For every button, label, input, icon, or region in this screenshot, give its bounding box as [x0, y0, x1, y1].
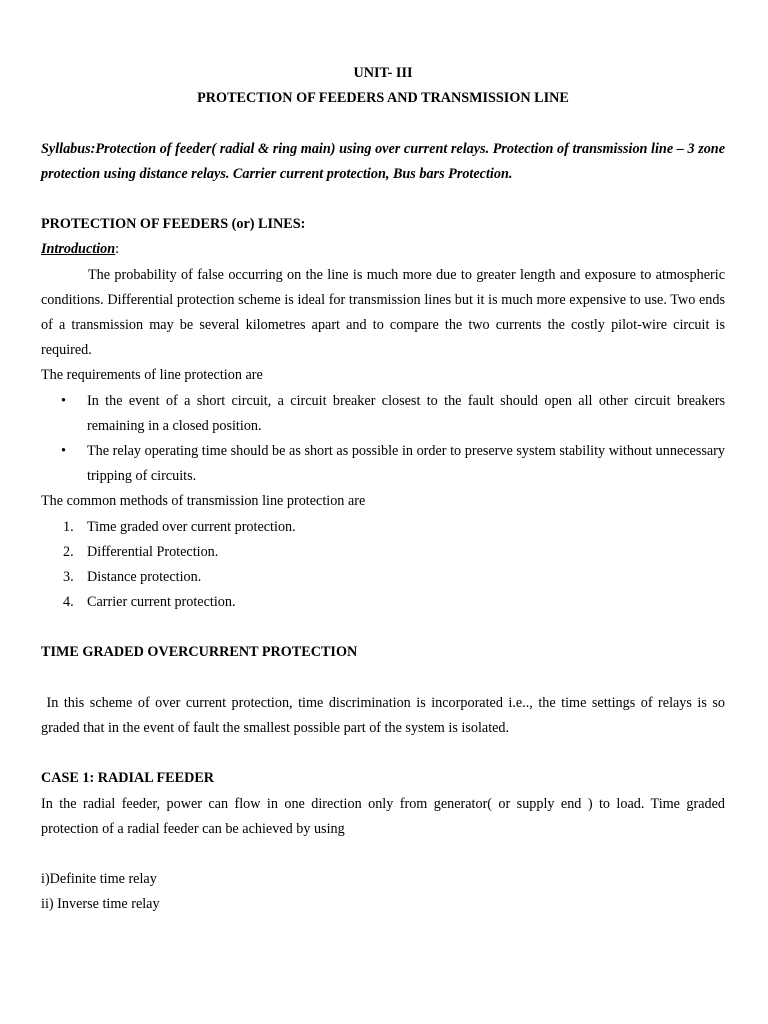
list-number: 1. — [63, 518, 74, 535]
section-heading-time-graded: TIME GRADED OVERCURRENT PROTECTION — [41, 644, 358, 661]
method-text: Carrier current protection. — [87, 594, 236, 611]
bullet-icon: • — [61, 392, 66, 409]
list-item — [41, 439, 725, 489]
document-body — [41, 61, 729, 918]
introduction-paragraph: The probability of false occurring on the line is much more due to greater length and exposure to atmospheric conditions. Differential protection scheme is ideal for transmission lines but it is much more expensive to use. Two ends of a transmission may be several kilometres apart and to compare the two currents the costly pilot-wire circuit is required. — [41, 266, 725, 359]
list-number: 3. — [63, 568, 74, 585]
relay-type-definite: i)Definite time relay — [41, 871, 157, 888]
requirement-text: In the event of a short circuit, a circuit breaker closest to the fault should open all other circuit breakers remaining in a closed position. — [87, 392, 725, 434]
list-item — [41, 540, 725, 565]
method-text: Differential Protection. — [87, 543, 219, 560]
list-number: 4. — [63, 594, 74, 611]
requirements-list — [41, 389, 725, 490]
bullet-icon: • — [61, 442, 66, 459]
section-heading-feeders: PROTECTION OF FEEDERS (or) LINES: — [41, 216, 306, 233]
methods-lead: The common methods of transmission line protection are — [41, 493, 366, 510]
requirements-lead: The requirements of line protection are — [41, 367, 263, 384]
requirement-text: The relay operating time should be as short as possible in order to preserve system stability without unnecessary tripping of circuits. — [87, 442, 725, 485]
list-item — [41, 590, 725, 615]
time-graded-paragraph: In this scheme of over current protection, time discrimination is incorporated i.e.., the time settings of relays is so graded that in the event of fault the smallest possible part of the system is isolated. — [41, 694, 729, 737]
syllabus-paragraph: Syllabus:Protection of feeder( radial & ring main) using over current relays. Protection of transmission line – 3 zone protection using distance relays. Carrier current protection, Bus bars Protection. — [41, 140, 725, 182]
relay-type-inverse: ii) Inverse time relay — [41, 896, 160, 913]
introduction-label: Introduction — [41, 241, 116, 258]
list-item — [41, 565, 725, 590]
method-text: Distance protection. — [87, 568, 202, 585]
document-title: PROTECTION OF FEEDERS AND TRANSMISSION LINE — [197, 90, 569, 107]
case1-heading: CASE 1: RADIAL FEEDER — [41, 770, 215, 787]
methods-list — [41, 515, 725, 616]
unit-heading: UNIT- III — [353, 65, 413, 81]
list-item — [41, 515, 725, 540]
introduction-heading — [41, 237, 725, 262]
introduction-colon: : — [115, 241, 120, 258]
list-number: 2. — [63, 543, 74, 560]
method-text: Time graded over current protection. — [87, 518, 296, 535]
list-item — [41, 389, 725, 439]
case1-paragraph: In the radial feeder, power can flow in one direction only from generator( or supply end ) to load. Time graded protection of a radial feeder can be achieved by using — [41, 795, 725, 837]
